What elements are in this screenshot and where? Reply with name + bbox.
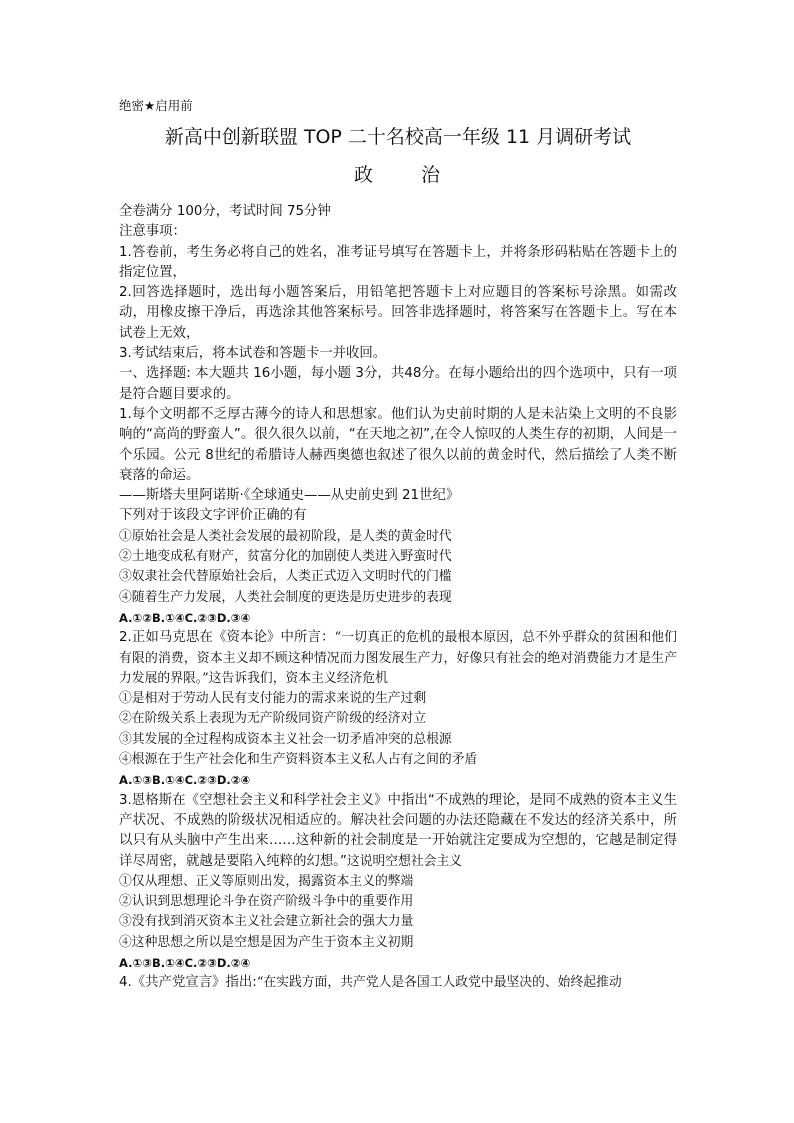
question-1-option: ①原始社会是人类社会发展的最初阶段，是人类的黄金时代	[119, 528, 452, 544]
question-3-answers: A.①③B.①④C.②③D.②④	[119, 955, 251, 970]
question-1-answers: A.①②B.①④C.②③D.③④	[119, 610, 251, 625]
subject-title	[119, 160, 677, 190]
question-2-option: ②在阶级关系上表现为无产阶级同资产阶级的经济对立	[119, 711, 427, 727]
question-4-stem	[119, 973, 677, 993]
question-2-answers: A.①③B.①④C.②③D.②④	[119, 773, 251, 788]
score-time-line: 全卷满分 100分，考试时间 75分钟	[119, 204, 331, 219]
question-1-option: ②土地变成私有财产，贫富分化的加剧使人类进入野蛮时代	[119, 549, 452, 565]
question-2-option: ①是相对于劳动人民有支付能力的需求来说的生产过剩	[119, 691, 427, 707]
question-2-stem-lead: 2.正如马克思在《资本论》中所言：	[119, 630, 335, 646]
section-heading: 一、选择题: 本大题共 16小题，每小题 3分，共48分。在每小题给出的四个选项中，只有一项是符合题目要求的。	[119, 366, 677, 402]
question-1-prompt: 下列对于该段文字评价正确的有	[119, 508, 307, 524]
question-1-option: ④随着生产力发展，人类社会制度的更迭是历史进步的表现	[119, 589, 452, 605]
exam-title: 新高中创新联盟 TOP 二十名校高一年级 11 月调研考试	[164, 126, 632, 148]
notes-heading: 注意事项：	[119, 224, 186, 240]
question-2-option: ④根源在于生产社会化和生产资料资本主义私人占有之间的矛盾	[119, 752, 478, 768]
question-2-stem	[119, 628, 677, 689]
note-item-2: 2.回答选择题时，选出每小题答案后，用铅笔把答题卡上对应题目的答案标号涂黑。如需改动，用橡皮擦干净后，再选涂其他答案标号。回答非选择题时，将答案写在答题卡上。写在本试卷上无效，	[119, 285, 677, 341]
question-1-stem: 1.每个文明都不乏厚古薄今的诗人和思想家。他们认为史前时期的人是未沾染上文明的不良影响的“高尚的野蛮人”。很久很久以前，“在天地之初”,在令人惊叹的人类生存的初期，人间是一个乐园。公元 8世纪的希腊诗人赫西奥德也叙述了很久以前的黄金时代，然后描绘了人类不断衰落的命运。	[119, 406, 677, 483]
question-2-stem-quote: “一切真正的危机的最根本原因，总不外乎群众的贫困和他们有限的消费，资本主义却不顾这种情况而力图发展生产力，好像只有社会的绝对消费能力才是生产力发展的界限。”这告诉我们，资本主义经济危机	[119, 630, 677, 686]
question-3-option: ②认识到思想理论斗争在资产阶级斗争中的重要作用	[119, 894, 414, 910]
confidential-label: 绝密★启用前	[119, 98, 193, 113]
question-3-stem-lead: 3.恩格斯在《空想社会主义和科学社会主义》中指出“不成熟的理论，是同不成熟的资本主义生产状况、不成熟的阶级状况相适应的。解决社会问题的办法还隐藏在不发达的经济关系中，所以只有从头脑中产生出来……这种新的社会制度是一开始就注定要成为空想的，它越是制定得详尽周密，就越是要陷入纯粹的幻想。”	[119, 792, 677, 869]
page-content	[119, 96, 677, 994]
question-1-source: ——斯塔夫里阿诺斯·《全球通史——从史前史到 21世纪》	[119, 488, 460, 504]
note-item-1: 1.答卷前，考生务必将自己的姓名，准考证号填写在答题卡上，并将条形码粘贴在答题卡上的指定位置，	[119, 244, 677, 280]
subject-char-2: 治	[421, 164, 443, 186]
question-3-option: ③没有找到消灭资本主义社会建立新社会的强大力量	[119, 914, 414, 930]
question-3-option: ①仅从理想、正义等原则出发，揭露资本主义的弊端	[119, 873, 414, 889]
question-4-stem-quote: “在实践方面，共产党人是各国工人政党中最坚决的、始终起推动	[256, 975, 622, 991]
question-2-option: ③其发展的全过程构成资本主义社会一切矛盾冲突的总根源	[119, 731, 452, 747]
question-3-stem	[119, 791, 677, 872]
subject-char-1: 政	[353, 164, 375, 186]
question-3-stem-tail: 这说明空想社会主义	[346, 853, 463, 869]
question-3-option: ④这种思想之所以是空想是因为产生于资本主义初期	[119, 934, 414, 950]
question-1-option: ③奴隶社会代替原始社会后，人类正式迈入文明时代的门槛	[119, 569, 452, 585]
note-item-3: 3.考试结束后，将本试卷和答题卡一并收回。	[119, 346, 387, 362]
question-4-stem-lead: 4.《共产党宣言》指出:	[119, 975, 257, 991]
